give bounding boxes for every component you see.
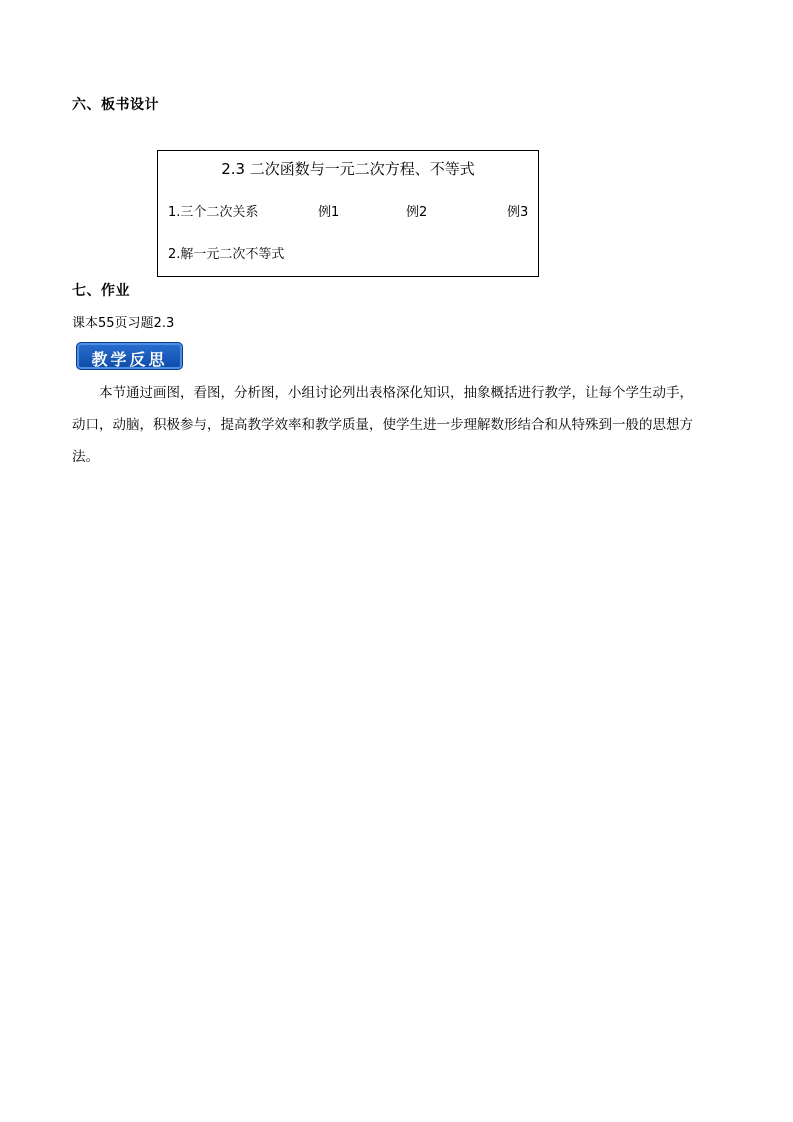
reflection-line-1: 本节通过画图，看图，分析图，小组讨论列出表格深化知识，抽象概括进行教学，让每个学生动手， xyxy=(99,385,693,401)
section-heading-homework: 七、作业 xyxy=(72,283,130,299)
board-item-inequality: 2.解一元二次不等式 xyxy=(168,247,285,262)
reflection-badge xyxy=(76,342,183,370)
board-design-box xyxy=(157,150,539,277)
board-example-2: 例2 xyxy=(406,205,428,220)
board-item-three-quadratics: 1.三个二次关系 xyxy=(168,205,259,220)
reflection-line-2: 动口，动脑，积极参与，提高教学效率和教学质量，使学生进一步理解数形结合和从特殊到一般的思想方 xyxy=(72,417,693,433)
reflection-badge-label: 教学反思 xyxy=(91,350,168,369)
board-title: 2.3 二次函数与一元二次方程、不等式 xyxy=(221,160,475,178)
reflection-line-3: 法。 xyxy=(72,449,99,465)
board-example-1: 例1 xyxy=(318,205,340,220)
homework-text: 课本55页习题2.3 xyxy=(72,316,175,331)
board-example-3: 例3 xyxy=(507,205,529,220)
section-heading-board-design: 六、板书设计 xyxy=(72,97,159,113)
